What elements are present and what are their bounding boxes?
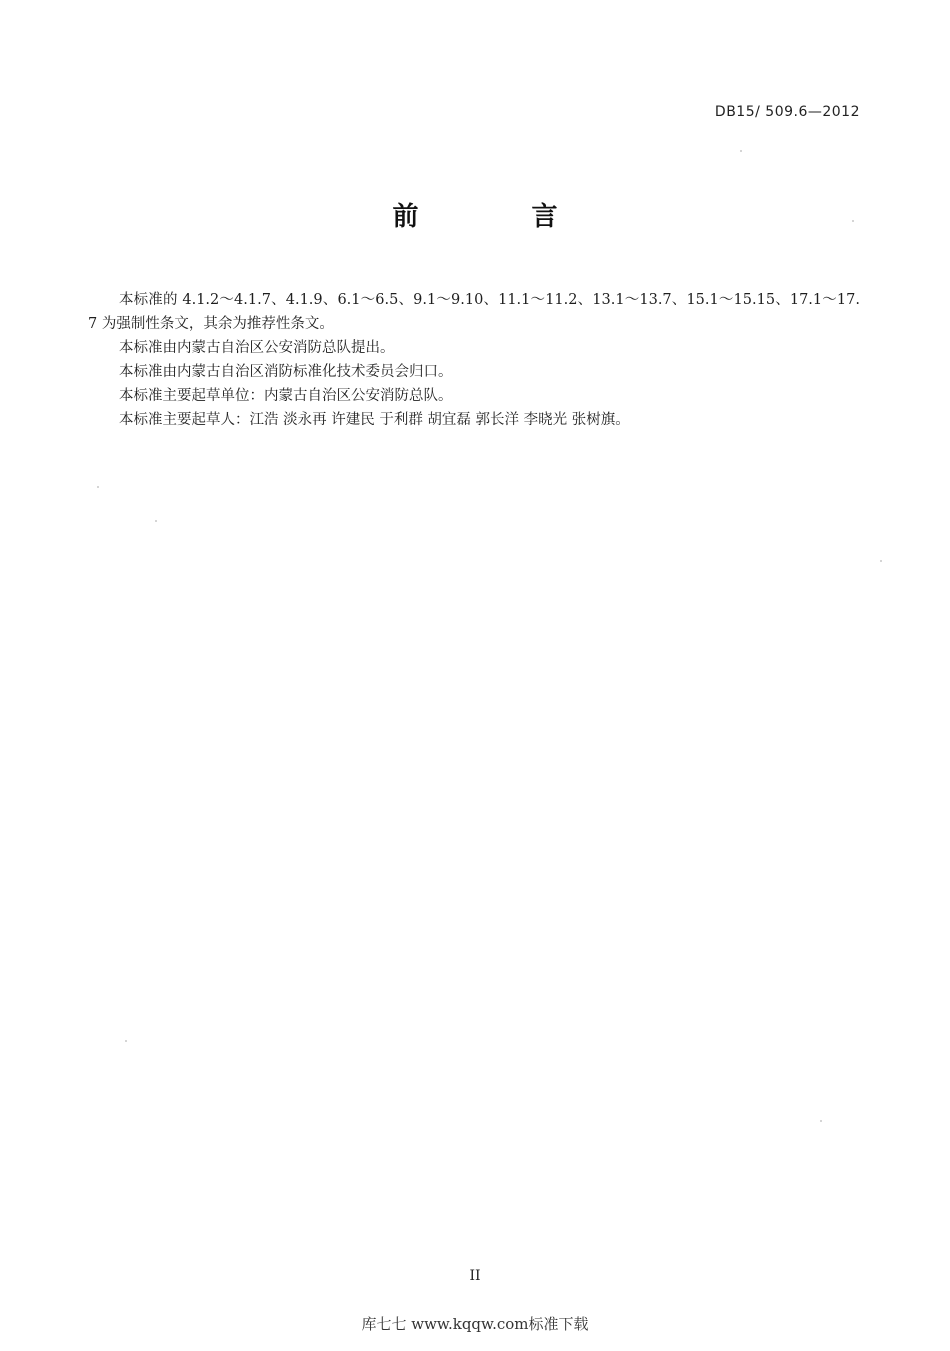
preface-body [88, 288, 860, 432]
scan-speck [97, 486, 99, 488]
preface-paragraph-drafters: 本标准主要起草人：江浩 淡永再 许建民 于利群 胡宜磊 郭长洋 李晓光 张树旗。 [119, 412, 630, 428]
watermark-text: 库七七 www.kqqw.com标准下载 [361, 1315, 589, 1333]
preface-paragraph-drafting-unit: 本标准主要起草单位：内蒙古自治区公安消防总队。 [119, 388, 453, 404]
scan-speck [155, 520, 157, 522]
scan-speck [820, 1120, 822, 1122]
scan-speck [880, 560, 882, 562]
scan-speck [125, 1040, 127, 1042]
preface-paragraph-proposer: 本标准由内蒙古自治区公安消防总队提出。 [119, 340, 395, 356]
page-number: II [469, 1268, 481, 1284]
page-title: 前 言 [392, 202, 610, 232]
preface-paragraph-technical-committee: 本标准由内蒙古自治区消防标准化技术委员会归口。 [119, 364, 453, 380]
scan-speck [852, 220, 854, 222]
standard-code: DB15/ 509.6—2012 [714, 104, 860, 120]
preface-paragraph-mandatory-clauses: 本标准的 4.1.2～4.1.7、4.1.9、6.1～6.5、9.1～9.10、11.1～11.2、13.1～13.7、15.1～15.15、17.1～17.7 为强制性条文，其余为推荐性条文。 [88, 292, 860, 332]
scan-speck [740, 150, 742, 152]
